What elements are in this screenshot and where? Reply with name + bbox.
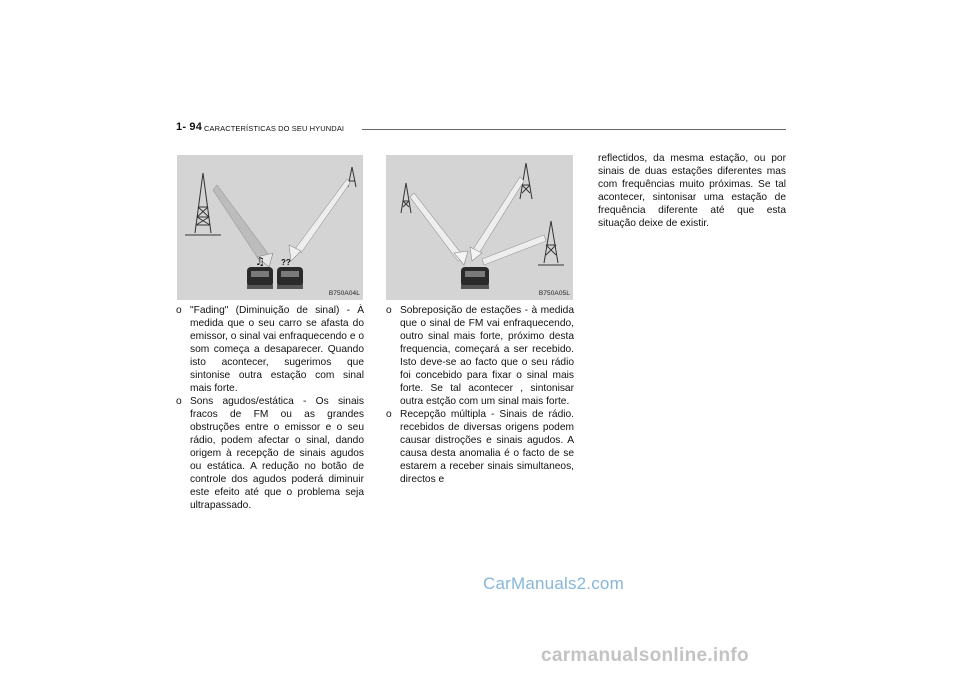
section-title: CARACTERÍSTICAS DO SEU HYUNDAI bbox=[204, 124, 345, 133]
bullet-item bbox=[176, 395, 364, 512]
bullet-item bbox=[386, 408, 574, 486]
signal-beam-icon bbox=[410, 193, 464, 261]
watermark-carmanualsonline[interactable]: carmanualsonline.info bbox=[541, 645, 749, 666]
signal-beam-icon bbox=[472, 177, 524, 255]
radio-tower-icon bbox=[401, 183, 411, 213]
car-icon bbox=[461, 267, 489, 289]
bullet-text: "Fading" (Diminuição de sinal) - À medida que o seu carro se afasta do emissor, o sinal vai enfraquecendo e o som começa a desaparecer. Quando isto acontecer, sugerimos que sintonise outra estação com sinal mais forte. bbox=[190, 305, 364, 394]
fig1-car-label: ?? bbox=[281, 258, 291, 267]
bullet-text: Recepção múltipla - Sinais de rádio. recebidos de diversas origens podem causar distroções e sinais agudos. A causa desta anomalia é o facto de se estarem a receber sinais simultaneos, directos e bbox=[400, 409, 574, 485]
bullet-text: Sons agudos/estática - Os sinais fracos de FM ou as grandes obstruções entre o emissor e o seu rádio, podem afectar o sinal, dando origem à recepção de sinais agudos ou estática. A redução no botão de controle dos agudos poderá diminuir este efeito até que o problema seja ultrapassado. bbox=[190, 396, 364, 511]
fading-illustration bbox=[177, 155, 363, 300]
figure-code: B750A04L bbox=[328, 290, 360, 297]
bullet-item bbox=[386, 304, 574, 408]
page-number: 1- 94 bbox=[176, 121, 203, 133]
radio-tower-icon bbox=[185, 173, 221, 235]
bullet-marker: o bbox=[176, 305, 182, 316]
figure-multipath bbox=[386, 155, 573, 300]
watermark-carmanuals2[interactable]: CarManuals2.com bbox=[483, 574, 624, 593]
paragraph: reflectidos, da mesma estação, ou por sinais de duas estações diferentes mas com frequências muito próximas. Se tal acontecer, sintonisar uma estação de frequência diferente até que esta situação deixe de existir. bbox=[598, 153, 786, 229]
car-icon bbox=[247, 267, 273, 289]
bullet-text: Sobreposição de estações - à medida que o sinal de FM vai enfraquecendo, outro sinal mais forte, próximo desta frequencia, começará a ser recebido. Isto deve-se ao facto que o seu rádio foi concebido para fixar o sinal mais forte. Se tal acontecer , sintonisar outra estção com um sinal mais forte. bbox=[400, 305, 574, 407]
music-note-icon: ♫ bbox=[255, 255, 265, 268]
text-column-2 bbox=[386, 304, 574, 486]
text-column-1 bbox=[176, 304, 364, 512]
radio-tower-icon bbox=[538, 221, 564, 265]
bullet-marker: o bbox=[176, 396, 182, 407]
multipath-illustration bbox=[386, 155, 573, 300]
signal-beam-icon bbox=[213, 185, 269, 263]
signal-beam-icon bbox=[295, 179, 350, 253]
car-icon bbox=[277, 267, 303, 289]
bullet-marker: o bbox=[386, 409, 392, 420]
page-header bbox=[176, 119, 786, 139]
header-rule bbox=[362, 129, 786, 130]
bullet-item bbox=[176, 304, 364, 395]
signal-beam-icon bbox=[482, 235, 546, 265]
bullet-marker: o bbox=[386, 305, 392, 316]
text-column-3 bbox=[598, 152, 786, 230]
figure-fading bbox=[177, 155, 363, 300]
figure-code: B750A05L bbox=[538, 290, 570, 297]
